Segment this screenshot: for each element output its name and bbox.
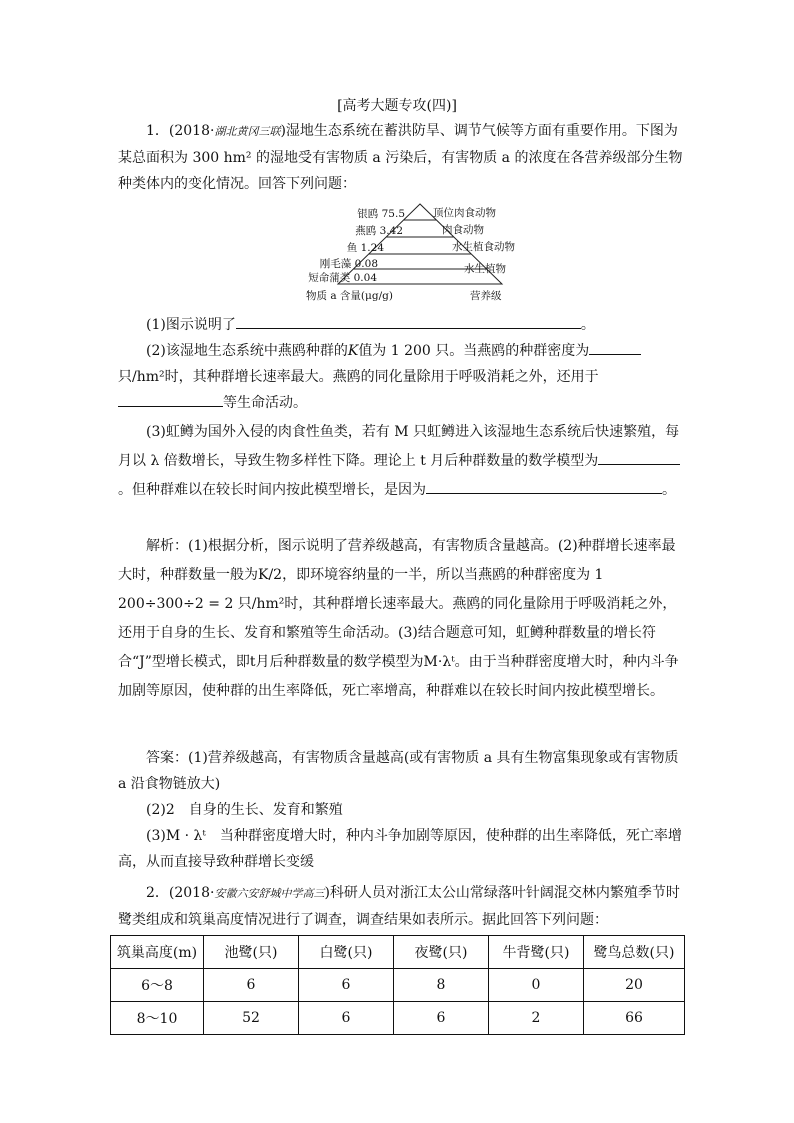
heron-survey-table [110,935,685,1035]
table-cell: 0 [489,969,584,1002]
fig-left-label: 鱼 1.24 [346,242,384,254]
table-cell: 6 [204,969,299,1002]
table-row [111,1002,685,1035]
fig-right-label: 水生植食动物 [452,241,515,253]
table-header-cell: 筑巢高度(m) [111,936,204,969]
table-header-cell: 池鹭(只) [204,936,299,969]
q1-part2: (2)该湿地生态系统中燕鸥种群的K值为 1 200 只。当燕鸥的种群密度为只/hm²时，其种群增长速率最大。燕鸥的同化量除用于呼吸消耗之外，还用于等生命活动。 [118,338,684,416]
table-header-cell: 牛背鹭(只) [489,936,584,969]
table-header-row [111,936,685,969]
table-header-cell: 夜鹭(只) [394,936,489,969]
table-cell: 20 [584,969,685,1002]
q2-intro [118,880,684,933]
q2-source: 安徽六安舒城中学高三 [214,887,325,900]
fig-left-label: 燕鸥 3.42 [355,225,403,237]
answer-blank[interactable] [598,450,680,465]
q1-answer-2: (2)2 自身的生长、发育和繁殖 [146,802,343,818]
table-cell: 6 [299,969,394,1002]
table-cell: 66 [584,1002,685,1035]
fig-right-label: 顶位肉食动物 [433,207,496,219]
fig-left-label: 刚毛藻 0.08 [319,258,378,270]
q1-number: 1．(2018· [146,123,215,139]
q1-part3: (3)虹鳟为国外入侵的肉食性鱼类，若有 M 只虹鳟进入该湿地生态系统后快速繁殖，每月以 λ 倍数增长，导致生物多样性下降。理论上 t 月后种群数量的数学模型为。但种群难以在较长时间内按此模型增长，是因为 。 [118,424,680,498]
answer-blank[interactable] [118,392,223,407]
table-cell: 8～10 [111,1002,204,1035]
q1-answer-3: (3)M · λᵗ 当种群密度增大时，种内斗争加剧等原因，使种群的出生率降低，死亡率增高，从而直接导致种群增长变缓 [118,828,682,870]
fig-left-label: 短命蒲类 0.04 [308,272,377,284]
q1-analysis: 解析：(1)根据分析，图示说明了营养级越高，有害物质含量越高。(2)种群增长速率最大时，种群数量一般为K/2，即环境容纳量的一半，所以当燕鸥的种群密度为 1 200÷300÷2 = 2 只/hm²时，其种群增长速率最大。燕鸥的同化量除用于呼吸消耗之外，还用于自身的生长、发育和繁殖等生命活动。(3)结合题意可知，虹鳟种群数量的增长符合“J”型增长模式，即t月后种群数量的数学模型为M·λᵗ。由于当种群密度增大时，种内斗争加剧等原因，使种群的出生率降低，死亡率增高，种群难以在较长时间内按此模型增长。 [118,538,679,699]
table-cell: 2 [489,1002,584,1035]
fig-left-label: 银鸥 75.5 [357,208,405,220]
q1-answer-1: 答案：(1)营养级越高，有害物质含量越高(或有害物质 a 具有生物富集现象或有害物质 a 沿食物链放大) [118,750,679,792]
answer-blank[interactable] [236,314,581,329]
table-cell: 6 [394,1002,489,1035]
q2-intro-text: )科研人员对浙江太公山常绿落叶针阔混交林内繁殖季节时鹭类组成和筑巢高度情况进行了调查，调查结果如表所示。据此回答下列问题： [118,885,680,928]
table-cell: 8 [394,969,489,1002]
answer-blank[interactable] [426,479,662,494]
table-cell: 6～8 [111,969,204,1002]
fig-right-label: 水生植物 [464,263,506,275]
q1-source: 湖北黄冈三联 [214,125,281,138]
q2-number: 2．(2018· [146,885,215,901]
q1-intro-text: )湿地生态系统在蓄洪防旱、调节气候等方面有重要作用。下图为某总面积为 300 hm² 的湿地受有害物质 a 污染后，有害物质 a 的浓度在各营养级部分生物种类体内的变化情况。回答下列问题： [118,123,683,192]
table-cell: 6 [299,1002,394,1035]
fig-bottom-right-label: 营养级 [470,290,502,302]
fig-bottom-left-label: 物质 a 含量(μg/g) [306,290,393,302]
table-header-cell: 白鹭(只) [299,936,394,969]
trophic-pyramid-figure [300,200,540,312]
page-title: [高考大题专攻(四)] [337,98,457,114]
table-header-cell: 鹭鸟总数(只) [584,936,685,969]
q1-part1: (1)图示说明了 。 [118,312,684,338]
table-row [111,969,685,1002]
fig-right-label: 肉食动物 [442,224,484,236]
answer-blank[interactable] [589,340,641,355]
q1-intro [118,118,684,197]
table-cell: 52 [204,1002,299,1035]
